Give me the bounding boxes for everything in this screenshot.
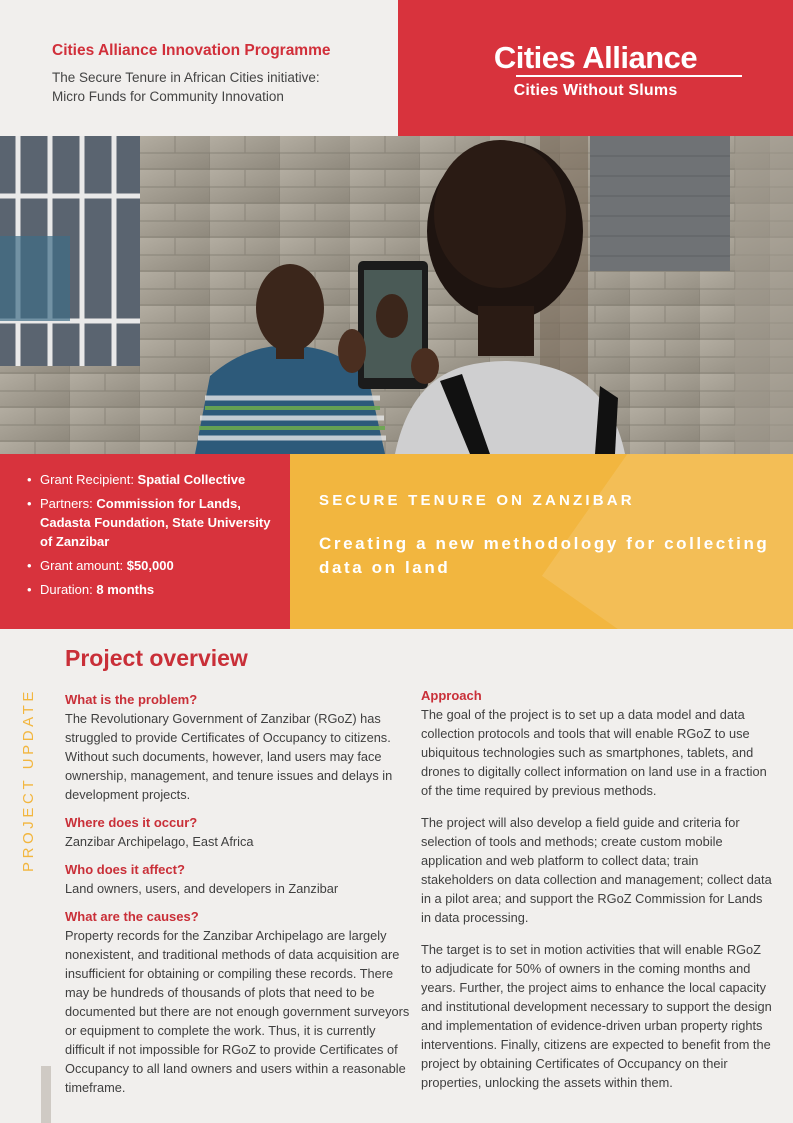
program-title: Cities Alliance Innovation Programme <box>52 42 331 59</box>
side-label: PROJECT UPDATE <box>20 687 37 872</box>
brand-logo: Cities Alliance <box>493 40 698 75</box>
section-heading: Project overview <box>65 645 248 671</box>
grant-recipient-item <box>40 470 282 489</box>
grant-recipient-value: Spatial Collective <box>137 472 246 487</box>
duration-item <box>40 580 282 599</box>
initiative-line-1: The Secure Tenure in African Cities initiative: <box>52 70 320 85</box>
approach-paragraph-1: The goal of the project is to set up a data model and data collection protocols and tools that will enable RGoZ to use ubiquitous technologies such as smartphones, tablets, and drones to digitally collect information on land use in a fraction of the time required by previous methods. <box>421 707 767 798</box>
approach-paragraph-3: The target is to set in motion activities that will enable RGoZ to adjudicate for 50% of owners in the coming months and years. Further, the project aims to enhance the local capacity and institutional development necessary to support the design and implementation of evidence-driven urban property rights interventions. Finally, citizens are expected to benefit from the project by obtaining Certificates of Occupancy on their properties, unlocking the assets within them. <box>421 942 772 1090</box>
brand-divider <box>516 75 742 77</box>
approach-paragraph-2: The project will also develop a field guide and criteria for selection of tools and methods; create custom mobile application and web platform to collect data; train stakeholders on data collection and management; collect data in a pilot area; and support the RGoZ Commission for Lands in data processing. <box>421 815 772 925</box>
highlight-subtitle: Creating a new methodology for collecting data on land <box>319 534 770 577</box>
highlight-panel <box>290 454 793 629</box>
header-left-panel <box>0 0 398 136</box>
hero-photo <box>0 136 793 454</box>
grant-amount-item <box>40 556 282 575</box>
answer-affected: Land owners, users, and developers in Zanzibar <box>65 881 339 896</box>
initiative-line-2: Micro Funds for Community Innovation <box>52 89 284 104</box>
overview-left-column <box>65 690 410 1106</box>
duration-label: Duration: <box>40 582 97 597</box>
partners-item <box>40 494 282 551</box>
grant-details-list <box>0 454 290 599</box>
brand-panel <box>398 0 793 136</box>
partners-label: Partners: <box>40 496 97 511</box>
answer-causes: Property records for the Zanzibar Archipelago are largely nonexistent, and traditional methods of data acquisition are insufficient for obtaining or compiling these records. There may be hundreds of thousands of plots that need to be documented but there are not enough government surveyors or equipment to complete the work. Thus, it is currently difficult if not impossible for RGoZ to provide Certificates of Occupancy to all land owners and users within a reasonable timeframe. <box>65 928 410 1095</box>
grant-amount-value: $50,000 <box>126 558 174 573</box>
initiative-subtitle <box>52 68 382 106</box>
question-affected: Who does it affect? <box>65 862 185 877</box>
approach-heading: Approach <box>421 688 482 703</box>
partners-value: Commission for Lands, Cadasta Foundation, State University of Zanzibar <box>40 496 271 549</box>
answer-problem: The Revolutionary Government of Zanzibar (RGoZ) has struggled to provide Certificates of Occupancy to citizens. Without such documents, however, land users may face ownership, management, and tenure issues and delays in development projects. <box>65 711 393 802</box>
question-location: Where does it occur? <box>65 815 198 830</box>
side-accent-bar <box>41 1066 51 1123</box>
hero-photo-illustration <box>0 136 793 454</box>
grant-recipient-label: Grant Recipient: <box>40 472 138 487</box>
question-problem: What is the problem? <box>65 692 198 707</box>
brand-tagline: Cities Without Slums <box>513 82 678 99</box>
question-causes: What are the causes? <box>65 909 199 924</box>
grant-details-panel <box>0 454 290 629</box>
grant-amount-label: Grant amount: <box>40 558 127 573</box>
overview-right-column <box>421 686 773 1101</box>
answer-location: Zanzibar Archipelago, East Africa <box>65 834 254 849</box>
duration-value: 8 months <box>96 582 155 597</box>
highlight-title: SECURE TENURE ON ZANZIBAR <box>319 492 635 509</box>
